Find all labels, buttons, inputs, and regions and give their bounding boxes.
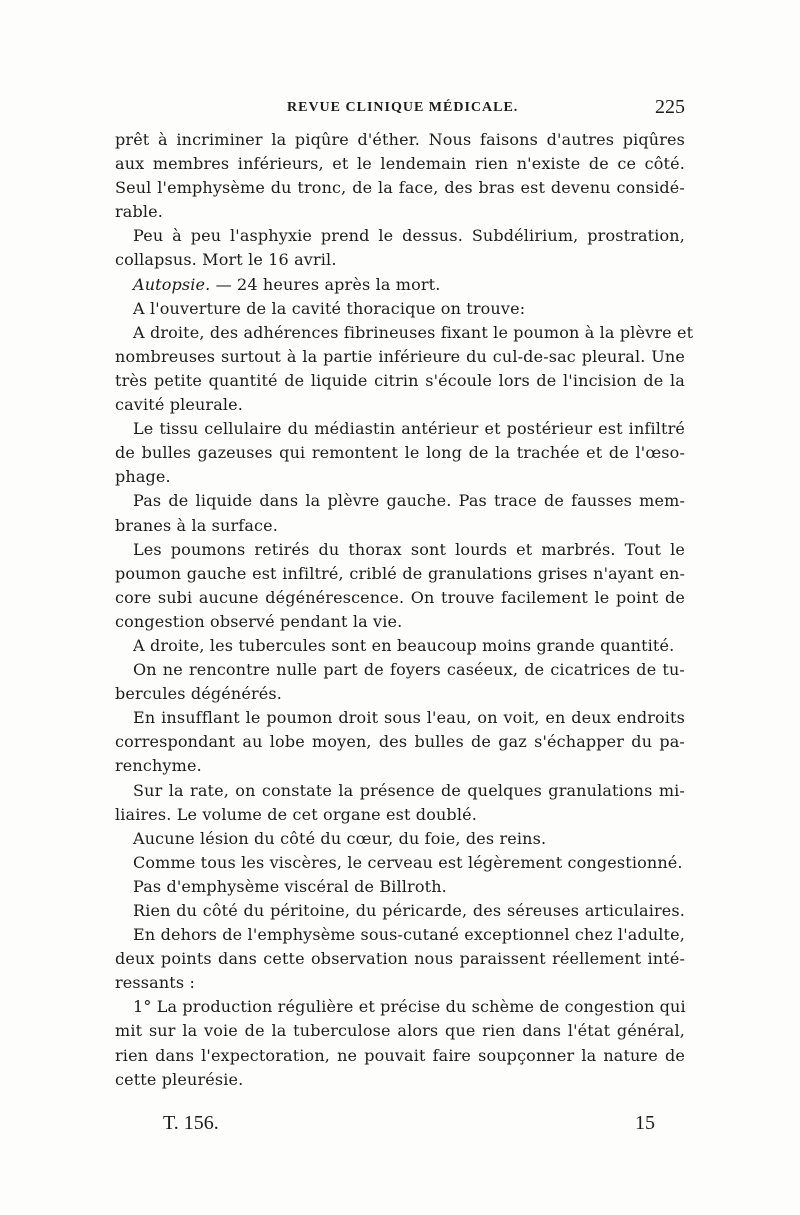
body-text bbox=[115, 128, 694, 1092]
text-line: renchyme. bbox=[115, 756, 202, 776]
text-line: rien dans l'expectoration, ne pouvait faire soupçonner la nature de bbox=[115, 1045, 685, 1065]
page-footer bbox=[115, 1112, 685, 1138]
text-line: deux points dans cette observation nous paraissent réellement inté- bbox=[115, 949, 685, 969]
text-line: mit sur la voie de la tuberculose alors que rien dans l'état général, bbox=[115, 1021, 685, 1041]
text-line: cavité pleurale. bbox=[115, 395, 244, 415]
autopsie-text: — 24 heures après la mort. bbox=[215, 274, 441, 294]
text-line: liaires. Le volume de cet organe est doublé. bbox=[115, 804, 477, 824]
text-line: A droite, des adhérences fibrineuses fixant le poumon à la plèvre et bbox=[133, 322, 694, 342]
text-line: Pas de liquide dans la plèvre gauche. Pas trace de fausses mem- bbox=[133, 491, 685, 511]
text-line: ressants : bbox=[115, 973, 195, 993]
text-line: Comme tous les viscères, le cerveau est légèrement congestionné. bbox=[133, 852, 683, 872]
text-line: cette pleurésie. bbox=[115, 1069, 244, 1089]
text-line: 1° La production régulière et précise du schème de congestion qui bbox=[133, 997, 686, 1017]
running-title: REVUE CLINIQUE MÉDICALE. bbox=[287, 100, 519, 115]
text-line: Les poumons retirés du thorax sont lourds et marbrés. Tout le bbox=[133, 539, 685, 559]
text-line: En insufflant le poumon droit sous l'eau, on voit, en deux endroits bbox=[133, 708, 685, 728]
text-line: prêt à incriminer la piqûre d'éther. Nous faisons d'autres piqûres bbox=[115, 130, 685, 149]
autopsie-line bbox=[115, 273, 685, 297]
text-line: phage. bbox=[115, 467, 171, 487]
text-line: bercules dégénérés. bbox=[115, 684, 282, 704]
signature-mark: 15 bbox=[635, 1112, 655, 1134]
text-line: Aucune lésion du côté du cœur, du foie, des reins. bbox=[133, 828, 547, 848]
text-line: Le tissu cellulaire du médiastin antérieur et postérieur est infiltré bbox=[133, 419, 685, 439]
volume-number: T. 156. bbox=[163, 1112, 219, 1134]
text-line: Seul l'emphysème du tronc, de la face, des bras est devenu considé- bbox=[115, 178, 685, 198]
text-line: aux membres inférieurs, et le lendemain rien n'existe de ce côté. bbox=[115, 154, 685, 174]
text-line: A droite, les tubercules sont en beaucoup moins grande quantité. bbox=[133, 635, 675, 655]
text-line: Rien du côté du péritoine, du péricarde, des séreuses articulaires. bbox=[133, 901, 685, 920]
text-line: A l'ouverture de la cavité thoracique on trouve: bbox=[133, 298, 526, 318]
text-line: Peu à peu l'asphyxie prend le dessus. Subdélirium, prostration, bbox=[133, 226, 685, 246]
text-line: rable. bbox=[115, 202, 164, 222]
text-line: Pas d'emphysème viscéral de Billroth. bbox=[133, 876, 447, 896]
text-line: de bulles gazeuses qui remontent le long de la trachée et de l'œso- bbox=[115, 443, 685, 463]
text-line: congestion observé pendant la vie. bbox=[115, 611, 403, 631]
text-line: nombreuses surtout à la partie inférieure du cul-de-sac pleural. Une bbox=[115, 346, 685, 366]
text-line: On ne rencontre nulle part de foyers caséeux, de cicatrices de tu- bbox=[133, 660, 685, 680]
page-number: 225 bbox=[655, 96, 685, 118]
text-line: collapsus. Mort le 16 avril. bbox=[115, 250, 337, 270]
text-line: En dehors de l'emphysème sous-cutané exceptionnel chez l'adulte, bbox=[133, 925, 685, 945]
text-line: correspondant au lobe moyen, des bulles de gaz s'échapper du pa- bbox=[115, 732, 685, 752]
text-line: Sur la rate, on constate la présence de quelques granulations mi- bbox=[133, 780, 685, 800]
autopsie-label: Autopsie. bbox=[133, 274, 211, 294]
text-line: poumon gauche est infiltré, criblé de granulations grises n'ayant en- bbox=[115, 563, 685, 583]
text-line: core subi aucune dégénérescence. On trouve facilement le point de bbox=[115, 587, 685, 607]
text-line: branes à la surface. bbox=[115, 515, 279, 535]
page-header bbox=[115, 96, 685, 120]
text-line: très petite quantité de liquide citrin s'écoule lors de l'incision de la bbox=[115, 370, 685, 390]
